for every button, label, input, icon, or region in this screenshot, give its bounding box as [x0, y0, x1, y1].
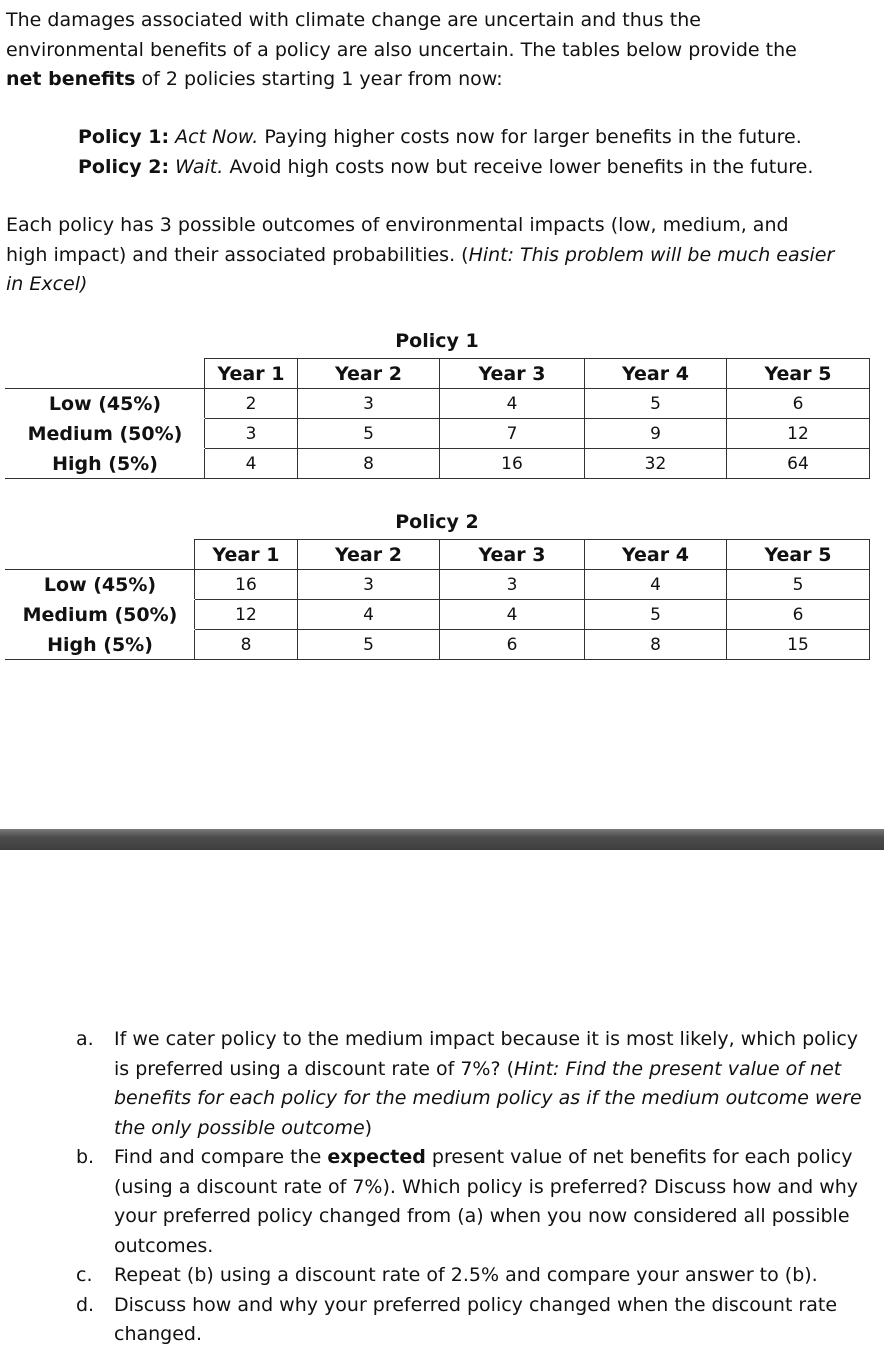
year-header: Year 2	[298, 359, 440, 389]
question-c	[76, 1261, 876, 1291]
table-row	[6, 449, 870, 479]
policy-2-definition	[78, 153, 878, 183]
question-b	[76, 1143, 876, 1261]
row-label: Low (45%)	[6, 570, 195, 600]
question-hint: Hint: Find the present value of net benefits for each policy for the medium policy as if the medium outcome were the only possible outcome	[114, 1057, 862, 1139]
table-cell: 8	[195, 630, 298, 660]
intro-line-1: The damages associated with climate change are uncertain and thus the	[6, 9, 701, 31]
corner-cell	[6, 359, 205, 389]
year-header: Year 3	[440, 540, 585, 570]
year-header: Year 3	[440, 359, 585, 389]
year-header: Year 5	[727, 359, 870, 389]
policy-2-label: Policy 2:	[78, 155, 170, 178]
table-row	[6, 389, 870, 419]
intro-line-2: environmental benefits of a policy are also uncertain. The tables below provide the	[6, 38, 797, 61]
table-cell: 6	[727, 600, 870, 630]
table-cell: 64	[727, 449, 870, 479]
table-row	[6, 419, 870, 449]
intro-net-benefits: net benefits	[6, 68, 136, 90]
table-cell: 8	[298, 449, 440, 479]
policy-1-header-row	[6, 359, 870, 389]
table-cell: 4	[440, 389, 585, 419]
table-cell: 12	[195, 600, 298, 630]
table-cell: 5	[585, 600, 727, 630]
outcomes-line-3: in Excel)	[6, 273, 88, 295]
policy-1-label: Policy 1:	[78, 126, 170, 148]
question-marker: c.	[76, 1264, 93, 1286]
table-cell: 9	[585, 419, 727, 449]
question-list	[76, 1025, 876, 1350]
year-header: Year 2	[298, 540, 440, 570]
year-header: Year 5	[727, 540, 870, 570]
table-cell: 8	[585, 630, 727, 660]
table-cell: 4	[440, 600, 585, 630]
table-cell: 4	[298, 600, 440, 630]
table-row	[6, 630, 870, 660]
year-header: Year 4	[585, 540, 727, 570]
table-row	[6, 600, 870, 630]
year-header: Year 1	[205, 359, 298, 389]
table-cell: 7	[440, 419, 585, 449]
policy-1-table-title: Policy 1	[395, 330, 479, 352]
table-row	[6, 570, 870, 600]
question-d	[76, 1291, 876, 1350]
table-cell: 6	[440, 630, 585, 660]
policy-1-name: Act Now.	[175, 126, 259, 148]
table-cell: 12	[727, 419, 870, 449]
corner-cell	[6, 540, 195, 570]
table-cell: 5	[298, 419, 440, 449]
question-text: Repeat (b) using a discount rate of 2.5% and compare your answer to (b).	[114, 1264, 818, 1286]
question-text: Discuss how and why your preferred policy changed when the discount rate changed.	[114, 1293, 838, 1345]
policy-2-table	[5, 539, 870, 660]
outcomes-line-1: Each policy has 3 possible outcomes of environmental impacts (low, medium, and	[6, 214, 789, 236]
row-label: Low (45%)	[6, 389, 205, 419]
table-cell: 3	[298, 570, 440, 600]
table-cell: 2	[205, 389, 298, 419]
policy-2-table-title: Policy 2	[395, 511, 479, 533]
outcomes-paragraph	[6, 211, 878, 300]
table-cell: 15	[727, 630, 870, 660]
table-cell: 32	[585, 449, 727, 479]
question-marker: d.	[76, 1293, 95, 1316]
year-header: Year 1	[195, 540, 298, 570]
question-marker: a.	[76, 1028, 94, 1050]
row-label: Medium (50%)	[6, 600, 195, 630]
question-text-end: )	[364, 1116, 373, 1139]
policy-definitions	[78, 123, 878, 182]
table-cell: 3	[205, 419, 298, 449]
question-emphasis: expected	[327, 1146, 426, 1168]
question-text-end: present value of net benefits for each policy (using a discount rate of 7%). Which policy is preferred? Discuss how and why your preferred policy changed from (a) when you now considered all possible outcomes.	[114, 1146, 859, 1257]
question-a	[76, 1025, 876, 1143]
table-cell: 5	[585, 389, 727, 419]
year-header: Year 4	[585, 359, 727, 389]
question-marker: b.	[76, 1146, 95, 1168]
row-label: High (5%)	[6, 630, 195, 660]
policy-2-header-row	[6, 540, 870, 570]
question-text: If we cater policy to the medium impact because it is most likely, which policy is preferred using a discount rate of 7%? (	[114, 1028, 859, 1080]
table-cell: 3	[298, 389, 440, 419]
table-cell: 3	[440, 570, 585, 600]
table-cell: 5	[727, 570, 870, 600]
outcomes-line-2: high impact) and their associated probabilities. (	[6, 243, 469, 266]
table-cell: 4	[205, 449, 298, 479]
table-cell: 5	[298, 630, 440, 660]
row-label: Medium (50%)	[6, 419, 205, 449]
table-cell: 4	[585, 570, 727, 600]
row-label: High (5%)	[6, 449, 205, 479]
policy-2-name: Wait.	[175, 155, 224, 178]
policy-1-definition	[78, 123, 878, 153]
outcomes-hint: Hint: This problem will be much easier	[468, 243, 835, 266]
table-cell: 16	[195, 570, 298, 600]
policy-2-desc: Avoid high costs now but receive lower benefits in the future.	[223, 155, 814, 178]
intro-line-3: of 2 policies starting 1 year from now:	[135, 68, 503, 90]
question-text: Find and compare the	[114, 1146, 328, 1168]
policy-1-desc: Paying higher costs now for larger benefits in the future.	[258, 126, 802, 148]
policy-1-table	[5, 358, 870, 479]
table-cell: 6	[727, 389, 870, 419]
intro-paragraph	[6, 6, 878, 95]
table-cell: 16	[440, 449, 585, 479]
section-divider-bar	[0, 829, 884, 850]
